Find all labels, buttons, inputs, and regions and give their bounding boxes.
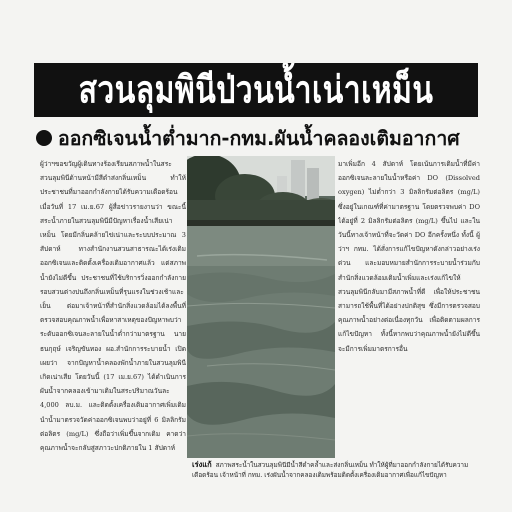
bullet-icon [36,130,52,146]
headline-banner [34,63,478,117]
caption-text: สภาพสระน้ำในสวนลุมพินีมีน้ำสีดำคล้ำและส่งกลิ่นเหม็น ทำให้ผู้ที่มาออกกำลังกายได้รับความเดือดร้อน เจ้าหน้าที่ กทม. เร่งผันน้ำจากคลองเติมพร้อมติดตั้งเครื่องเติมอากาศเพื่อแก้ไขปัญหา [192,461,469,479]
headline: สวนลุมพินีป่วนน้ำเน่าเหม็น [78,68,434,112]
article-column-2: มาเพิ่มอีก 4 สัปดาห์ โดยเน้นการเติมน้ำที่มีค่าออกซิเจนละลายในน้ำหรือค่า DO (Dissolved oxygen) ไม่ต่ำกว่า 3 มิลลิกรัมต่อลิตร (mg/L) ซึ่งอยู่ในเกณฑ์ที่ค่ามาตรฐาน โดยตรวจพบค่า DO ได้อยู่ที่ 2 มิลลิกรัมต่อลิตร (mg/L) ขึ้นไป และในวันนี้ทางเจ้าหน้าที่จะวัดค่า DO อีกครั้งหนึ่ง ทั้งนี้ ผู้ว่าฯ กทม. ได้สั่งการแก้ไขปัญหาดังกล่าวอย่างเร่งด่วน และมอบหมายสำนักการระบายน้ำร่วมกับสำนักสิ่งแวดล้อมเติมน้ำเพิ่มและเร่งแก้ไขให้สวนลุมพินีกลับมามีสภาพน้ำที่ดี เพื่อให้ประชาชนสามารถใช้พื้นที่ได้อย่างปกติสุข ซึ่งมีการตรวจสอบคุณภาพน้ำอย่างต่อเนื่องทุกวัน เพื่อติดตามผลการแก้ไขปัญหา ทั้งนี้หากพบว่าคุณภาพน้ำยังไม่ดีขึ้นจะมีการเพิ่มมาตรการอื่น [338,160,480,353]
article-column-1: ผู้ว่าฯขอขวัญผู้เดินทางร้องเรียนสภาพน้ำในสระสวนลุมพินีด้านหน้ามีสีดำส่งกลิ่นเหม็น ทำให้ประชาชนที่มาออกกำลังกายได้รับความเดือดร้อน เมื่อวันที่ 17 เม.ย.67 ผู้สื่อข่าวรายงานว่า ขณะนี้สระน้ำภายในสวนลุมพินีมีปัญหาเรื่องน้ำเสียเน่าเหม็น โดยมีกลิ่นคล้ายไข่เน่าและระบบประมาณ 3 สัปดาห์ ทางสำนักงานสวนสาธารณะได้เร่งเติมออกซิเจนและติดตั้งเครื่องเติมอากาศแล้ว แต่สภาพน้ำยังไม่ดีขึ้น ประชาชนที่ใช้บริการวิ่งออกกำลังกายรอบสวนต่างบ่นถึงกลิ่นเหม็นที่รุนแรงในช่วงเช้าและเย็น ต่อมาเจ้าหน้าที่สำนักสิ่งแวดล้อมได้ลงพื้นที่ตรวจสอบคุณภาพน้ำเพื่อหาสาเหตุของปัญหาพบว่าระดับออกซิเจนละลายในน้ำต่ำกว่ามาตรฐาน นายธนกุฤษ์ เจริญขันทอง ผอ.สำนักการระบายน้ำ เปิดเผยว่า จากปัญหาน้ำคลองพักน้ำภายในสวนลุมพินีเกิดเน่าเสีย โดยวันนี้ (17 เม.ย.67) ได้ดำเนินการผันน้ำจากคลองเข้ามาเติมในสระปริมาณวันละ 4,000 ลบ.ม. และติดตั้งเครื่องเติมอากาศเพิ่มเติม นำน้ำมาตรวจวัดค่าออกซิเจนพบว่าอยู่ที่ 6 มิลลิกรัมต่อลิตร (mg/L) ซึ่งถือว่าเพิ่มขึ้นจากเดิม คาดว่าคุณภาพน้ำจะกลับสู่สภาวะปกติภายใน 1 สัปดาห์ [40,160,186,453]
subheadline: ออกซิเจนน้ำต่ำมาก-กทม.ผันน้ำคลองเติมอากาศ [58,126,460,150]
park-pond-image [187,156,335,458]
photo-caption [192,460,482,506]
news-photo [187,156,335,458]
subheadline-row [36,124,484,152]
caption-label: เร่งแก้ [192,460,212,469]
